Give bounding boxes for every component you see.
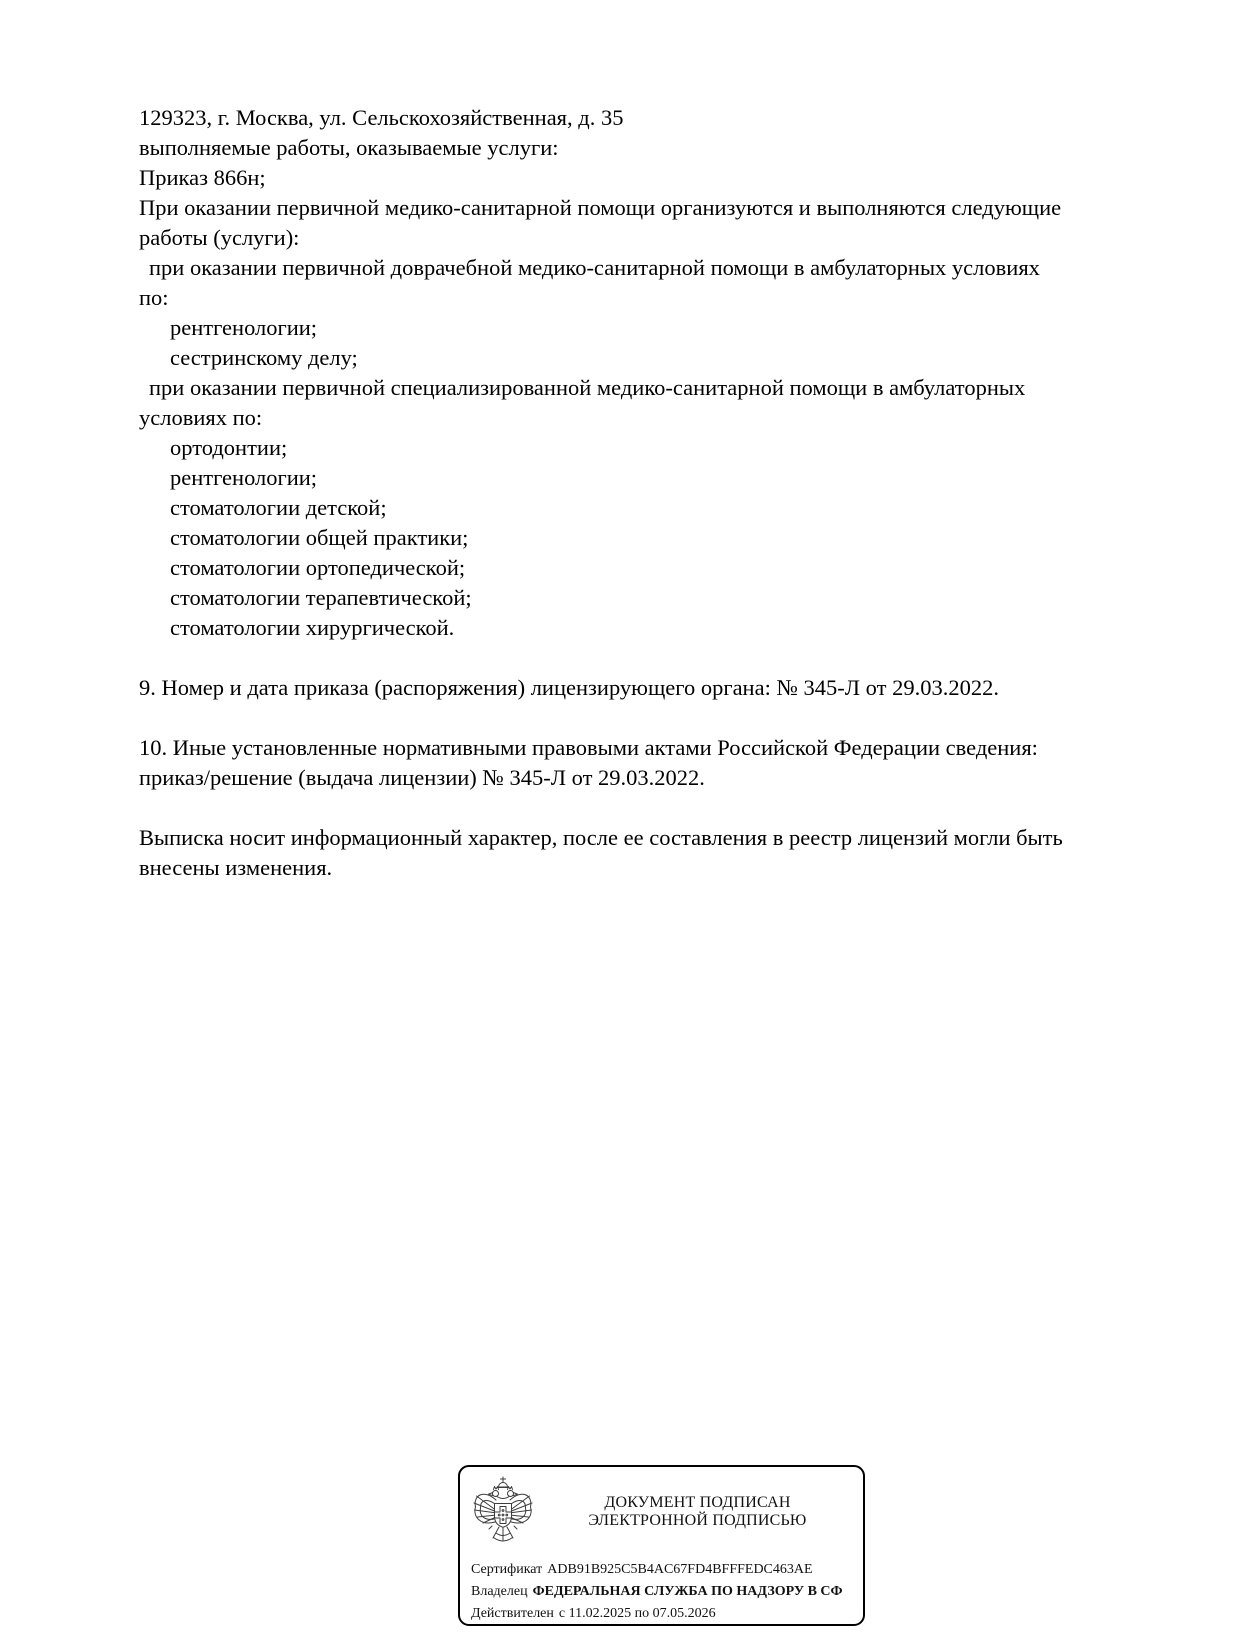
document-line: сестринскому делу; bbox=[170, 345, 358, 370]
owner-label: Владелец bbox=[471, 1584, 528, 1599]
owner-value: ФЕДЕРАЛЬНАЯ СЛУЖБА ПО НАДЗОРУ В СФ bbox=[532, 1584, 843, 1599]
stamp-details bbox=[471, 1559, 852, 1625]
document-line: рентгенологии; bbox=[170, 465, 318, 490]
document-line: условиях по: bbox=[139, 405, 263, 430]
stamp-title-line2: ЭЛЕКТРОННОЙ ПОДПИСЬЮ bbox=[588, 1512, 807, 1529]
document-line: стоматологии хирургической. bbox=[170, 615, 455, 640]
document-line: стоматологии терапевтической; bbox=[170, 585, 472, 610]
document-line: 129323, г. Москва, ул. Сельскохозяйственная, д. 35 bbox=[139, 105, 624, 130]
owner-row bbox=[471, 1581, 852, 1603]
document-line: стоматологии детской; bbox=[170, 495, 387, 520]
license-extract-text bbox=[139, 103, 1149, 883]
document-line: Приказ 866н; bbox=[139, 165, 266, 190]
double-headed-eagle-emblem-icon bbox=[471, 1476, 535, 1548]
validity-row bbox=[471, 1603, 852, 1625]
certificate-row bbox=[471, 1559, 852, 1581]
document-line: Выписка носит информационный характер, после ее составления в реестр лицензий могли быть bbox=[139, 825, 1063, 850]
certificate-value: ADB91B925C5B4AC67FD4BFFFEDC463AE bbox=[547, 1562, 813, 1577]
document-line: работы (услуги): bbox=[139, 225, 300, 250]
document-line bbox=[139, 793, 1149, 823]
document-line: приказ/решение (выдача лицензии) № 345-Л от 29.03.2022. bbox=[139, 765, 705, 790]
document-line: 9. Номер и дата приказа (распоряжения) лицензирующего органа: № 345-Л от 29.03.2022. bbox=[139, 675, 999, 700]
document-line: При оказании первичной медико-санитарной помощи организуются и выполняются следующие bbox=[139, 195, 1062, 220]
validity-label: Действителен bbox=[471, 1606, 554, 1621]
document-line: выполняемые работы, оказываемые услуги: bbox=[139, 135, 559, 160]
document-line: по: bbox=[139, 285, 169, 310]
certificate-label: Сертификат bbox=[471, 1562, 543, 1577]
document-line: рентгенологии; bbox=[170, 315, 318, 340]
document-line: стоматологии общей практики; bbox=[170, 525, 469, 550]
document-line: при оказании первичной специализированной медико-санитарной помощи в амбулаторных bbox=[149, 375, 1026, 400]
electronic-signature-stamp bbox=[458, 1465, 865, 1626]
document-line: стоматологии ортопедической; bbox=[170, 555, 466, 580]
document-line: 10. Иные установленные нормативными правовыми актами Российской Федерации сведения: bbox=[139, 735, 1038, 760]
document-line bbox=[139, 643, 1149, 673]
document-line: при оказании первичной доврачебной медико-санитарной помощи в амбулаторных условиях bbox=[149, 255, 1040, 280]
stamp-title-line1: ДОКУМЕНТ ПОДПИСАН bbox=[604, 1493, 791, 1511]
stamp-header bbox=[471, 1474, 852, 1550]
stamp-title bbox=[543, 1494, 852, 1531]
document-line: ортодонтии; bbox=[170, 435, 288, 460]
validity-value: с 11.02.2025 по 07.05.2026 bbox=[558, 1606, 716, 1621]
document-line: внесены изменения. bbox=[139, 855, 333, 880]
document-line bbox=[139, 703, 1149, 733]
